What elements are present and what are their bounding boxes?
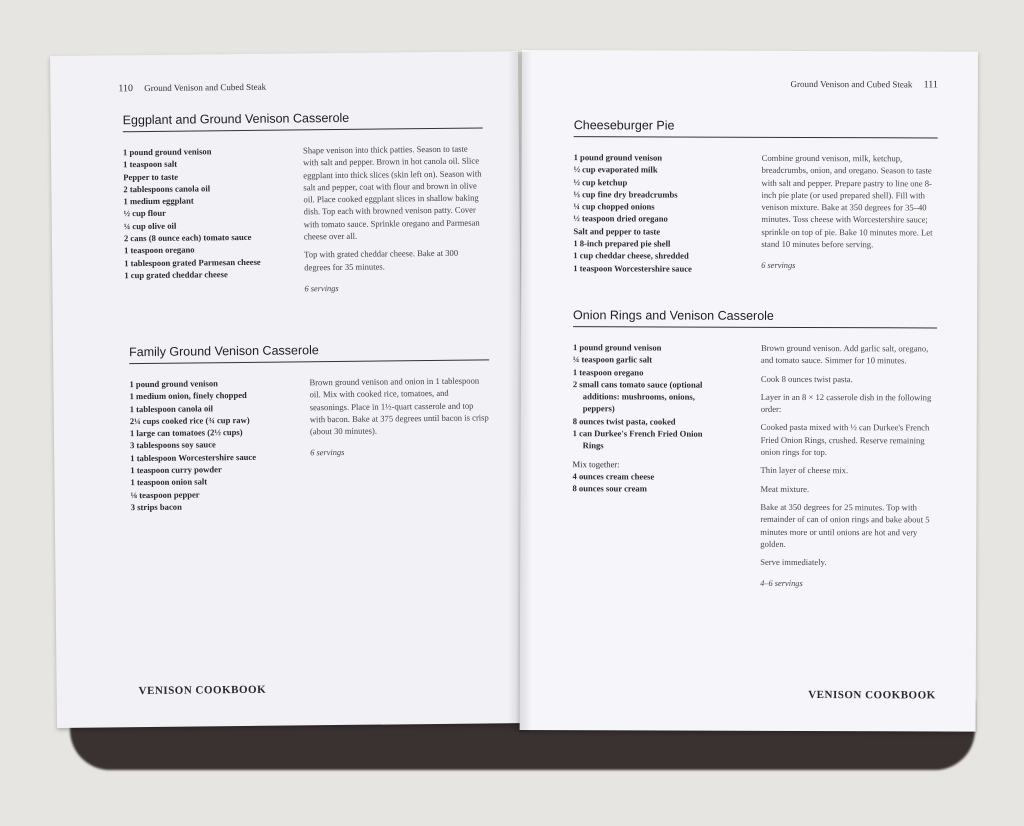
ingredient: Pepper to taste: [123, 171, 179, 182]
ingredient: peppers): [582, 403, 615, 414]
servings: 4–6 servings: [760, 579, 803, 589]
ingredient: 1 pound ground venison: [129, 378, 218, 390]
ingredient: 1 cup cheddar cheese, shredded: [573, 250, 689, 261]
ingredient: ½ cup flour: [123, 208, 166, 219]
ingredient: ¼ cup olive oil: [123, 220, 177, 232]
recipe-title: Onion Rings and Venison Casserole: [573, 308, 937, 328]
ingredient: 1 tablespoon Worcestershire sauce: [130, 451, 257, 463]
ingredient: ½ cup ketchup: [573, 176, 628, 187]
ingredient: 8 ounces sour cream: [572, 483, 647, 494]
direction-paragraph: Brown ground venison. Add garlic salt, oregano, and tomato sauce. Simmer for 10 minutes.: [760, 342, 929, 366]
ingredient: 1 pound ground venison: [122, 146, 212, 158]
ingredient: 1 medium eggplant: [123, 195, 194, 207]
direction-paragraph: Bake at 350 degrees for 25 minutes. Top with remainder of can of onion rings and bake about 5 minutes more or until onions are hot and very golden.: [760, 501, 930, 549]
ingredient: ½ teaspoon dried oregano: [573, 213, 668, 224]
servings: 6 servings: [304, 283, 339, 294]
direction-paragraph: Brown ground venison and onion in 1 tablespoon oil. Mix with cooked rice, tomatoes, and seasonings. Place in 1½-quart casserole and top with bacon. Bake at 375 degrees until bacon is crisp (about 30 minutes).: [309, 375, 489, 437]
right-footer: VENISON COOKBOOK: [808, 689, 936, 702]
recipe-title: Family Ground Venison Casserole: [129, 341, 489, 364]
directions: [299, 142, 485, 295]
ingredient: additions: mushrooms, onions,: [582, 391, 695, 402]
recipe-title: Eggplant and Ground Venison Casserole: [123, 109, 483, 132]
ingredient: 1 teaspoon salt: [123, 158, 178, 170]
ingredient: Salt and pepper to taste: [573, 225, 661, 237]
ingredient: 1 teaspoon curry powder: [130, 464, 222, 476]
ingredient: Rings: [582, 440, 604, 451]
left-page: [50, 51, 525, 728]
direction-paragraph: Shape venison into thick patties. Season to taste with salt and pepper. Brown in hot canola oil. Slice eggplant into thick slices (skin left on). Season with salt and pepper, coat with flour and brown in olive oil. Place cooked eggplant slices in shallow baking dish. Top each with browned venison patty. Cover with tomato sauce. Sprinkle oregano and Parmesan cheese over all.: [302, 143, 482, 242]
ingredient: 1 tablespoon canola oil: [129, 402, 214, 414]
servings: 6 servings: [761, 261, 796, 271]
ingredient: 1 teaspoon onion salt: [130, 476, 208, 488]
ingredient: 3 tablespoons soy sauce: [130, 439, 216, 451]
ingredient-list: [572, 341, 757, 590]
ingredient: ¼ teaspoon garlic salt: [572, 354, 653, 365]
ingredient-list: [573, 151, 757, 275]
ingredient: ½ cup evaporated milk: [573, 164, 658, 175]
ingredient: 2¼ cups cooked rice (¾ cup raw): [129, 414, 250, 427]
ingredient: ¼ cup chopped onions: [573, 201, 655, 212]
ingredient: 1 cup grated cheddar cheese: [124, 269, 228, 281]
left-running-head-text: Ground Venison and Cubed Steak: [144, 81, 267, 94]
recipe-title: Cheeseburger Pie: [574, 118, 938, 138]
left-running-head: [118, 82, 266, 95]
ingredient: 1 teaspoon oregano: [123, 244, 195, 256]
recipe-family-casserole: [129, 341, 491, 513]
ingredient: 1 pound ground venison: [572, 342, 662, 353]
direction-paragraph: Cooked pasta mixed with ½ can Durkee's French Fried Onion Rings, crushed. Reserve remaining onion rings for top.: [760, 422, 930, 458]
right-page: [520, 50, 978, 732]
ingredient: 1 pound ground venison: [573, 152, 663, 163]
ingredient: 1 teaspoon oregano: [572, 366, 644, 378]
ingredient: 2 tablespoons canola oil: [123, 183, 211, 195]
ingredient: ⅓ cup fine dry breadcrumbs: [573, 189, 678, 200]
directions: [756, 342, 937, 591]
recipe-cheeseburger-pie: [573, 118, 938, 275]
right-running-head: [791, 79, 938, 91]
mix-label: Mix together:: [572, 458, 620, 470]
ingredient: 1 can Durkee's French Fried Onion: [572, 428, 703, 439]
recipe-eggplant: [123, 109, 485, 297]
direction-paragraph: Cook 8 ounces twist pasta.: [760, 373, 853, 384]
direction-paragraph: Top with grated cheddar cheese. Bake at 300 degrees for 35 minutes.: [304, 248, 459, 273]
ingredient: 2 cans (8 ounce each) tomato sauce: [123, 231, 252, 244]
directions: [757, 152, 937, 276]
ingredient: ⅛ teaspoon pepper: [130, 489, 200, 500]
direction-paragraph: Thin layer of cheese mix.: [760, 465, 849, 476]
ingredient: 1 8-inch prepared pie shell: [573, 238, 671, 249]
directions: [305, 374, 490, 511]
ingredient: 1 tablespoon grated Parmesan cheese: [124, 256, 261, 268]
recipe-onion-rings-casserole: [572, 308, 937, 591]
ingredient: 1 teaspoon Worcestershire sauce: [573, 262, 692, 274]
left-footer: VENISON COOKBOOK: [138, 683, 267, 698]
ingredient: 8 ounces twist pasta, cooked: [572, 415, 676, 427]
right-page-number: 111: [923, 79, 938, 91]
ingredient: 2 small cans tomato sauce (optional: [572, 379, 703, 390]
direction-paragraph: Layer in an 8 × 12 casserole dish in the following order:: [760, 391, 932, 415]
direction-paragraph: Meat mixture.: [760, 483, 810, 494]
ingredient: 4 ounces cream cheese: [572, 471, 655, 482]
servings: 6 servings: [310, 448, 345, 458]
ingredient: 3 strips bacon: [130, 501, 182, 513]
ingredient: 1 medium onion, finely chopped: [129, 390, 247, 402]
direction-paragraph: Combine ground venison, milk, ketchup, breadcrumbs, onion, and oregano. Season to taste with salt and pepper. Prepare pastry to line one 8-inch pie plate (or used prepared shell). Fill with venison mixture. Bake at 350 degrees for 35–40 minutes. Toss cheese with Worcestershire sauce; sprinkle on top of pie. Bake 10 minutes more. Let stand 10 minutes before serving.: [761, 152, 933, 250]
right-running-head-text: Ground Venison and Cubed Steak: [790, 78, 913, 90]
ingredient-list: [123, 144, 301, 297]
direction-paragraph: Serve immediately.: [760, 556, 827, 568]
ingredient-list: [129, 376, 306, 513]
book-gutter: [508, 52, 532, 732]
left-page-number: 110: [118, 83, 134, 95]
ingredient: 1 large can tomatoes (2½ cups): [129, 427, 243, 439]
